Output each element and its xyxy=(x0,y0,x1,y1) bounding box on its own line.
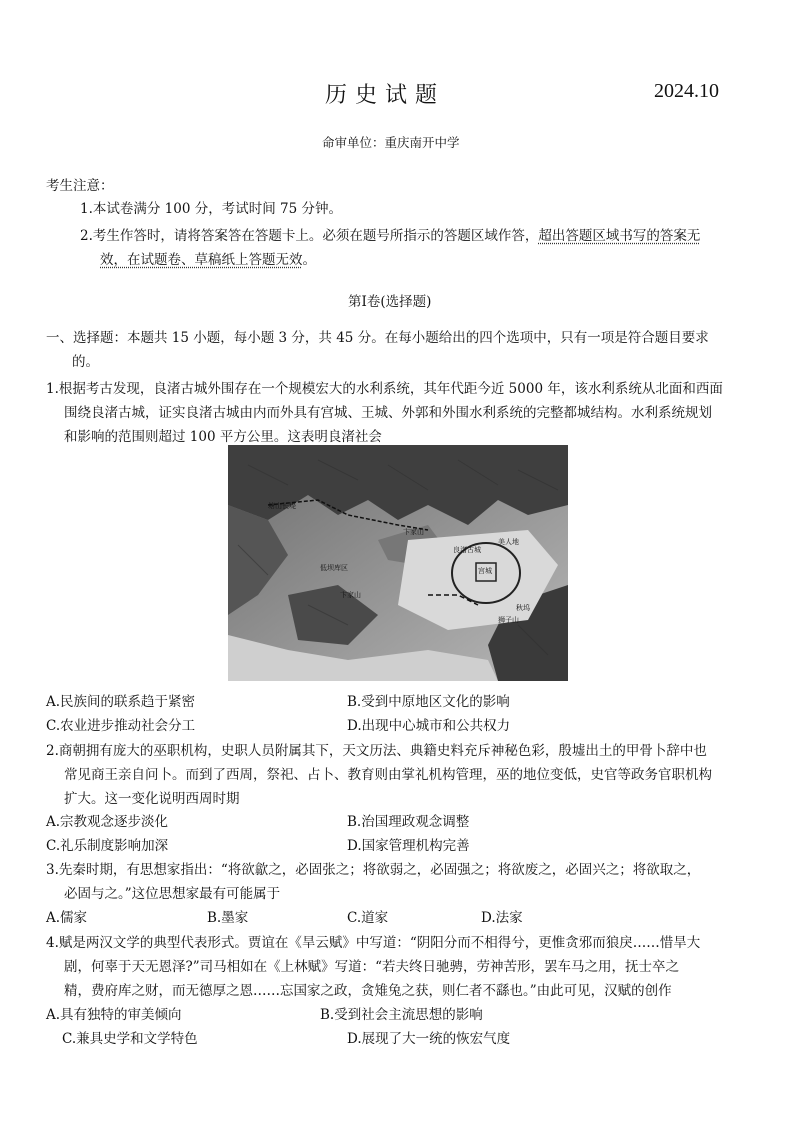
q2-option-a: A.宗教观念逐步淡化 xyxy=(46,814,169,830)
map-label-bianjiashan-2: 卞家山 xyxy=(403,528,424,536)
q4-option-d: D.展现了大一统的恢宏气度 xyxy=(347,1031,511,1047)
map-label-tangshan: 塘山长堤 xyxy=(268,502,296,510)
q3-option-b: B.墨家 xyxy=(207,910,249,926)
map-label-shizishan: 狮子山 xyxy=(498,616,519,624)
notice-item-2-cont xyxy=(100,248,316,268)
q3-stem-line-1: 3.先秦时期，有思想家指出：“将欲歙之，必固张之；将欲弱之，必固强之；将欲废之，必固兴之；将欲取之， xyxy=(46,862,701,878)
q4-option-c: C.兼具史学和文学特色 xyxy=(62,1031,198,1047)
section-title: 第Ⅰ卷(选择题) xyxy=(348,294,432,310)
notice-heading: 考生注意： xyxy=(46,178,114,194)
notice-item-2-text: 2.考生作答时，请将答案答在答题卡上。必须在题号所指示的答题区域作答， xyxy=(80,228,539,244)
q3-stem-line-2: 必固与之。”这位思想家最有可能属于 xyxy=(64,886,281,902)
author-unit: 命审单位：重庆南开中学 xyxy=(322,135,460,150)
page-title: 历史试题 xyxy=(325,83,446,108)
q1-option-a: A.民族间的联系趋于紧密 xyxy=(46,694,196,710)
exam-date: 2024.10 xyxy=(654,80,719,102)
q3-option-d: D.法家 xyxy=(481,910,523,926)
q1-stem-line-3: 和影响的范围则超过 100 平方公里。这表明良渚社会 xyxy=(64,429,382,445)
q1-option-c: C.农业进步推动社会分工 xyxy=(46,718,196,734)
q1-option-d: D.出现中心城市和公共权力 xyxy=(347,718,511,734)
q4-stem-line-2: 剧，何辜于天无恩泽?”司马相如在《上林赋》写道：“若夫终日驰骋，劳神苦形，罢车马之用，抚士卒之 xyxy=(64,959,680,975)
q2-option-b: B.治国理政观念调整 xyxy=(347,814,470,830)
q4-option-b: B.受到社会主流思想的影响 xyxy=(320,1007,483,1023)
q2-option-c: C.礼乐制度影响加深 xyxy=(46,838,169,854)
section-instruction: 一、选择题：本题共 15 小题，每小题 3 分，共 45 分。在每小题给出的四个选项中，只有一项是符合题目要求 xyxy=(46,330,709,346)
q2-stem-line-3: 扩大。这一变化说明西周时期 xyxy=(64,791,240,807)
map-label-meirendi: 美人地 xyxy=(498,538,519,546)
section-instruction-cont: 的。 xyxy=(72,354,99,370)
map-label-qiuwu: 秋坞 xyxy=(516,604,530,612)
q4-option-a: A.具有独特的审美倾向 xyxy=(46,1007,182,1023)
notice-item-2-end: 。 xyxy=(302,252,316,268)
notice-item-2-dotted-cont: 效，在试题卷、草稿纸上答题无效 xyxy=(100,252,303,268)
q2-stem-line-1: 2.商朝拥有庞大的巫职机构，史职人员附属其下，天文历法、典籍史料充斥神秘色彩，殷墟出土的甲骨卜辞中也 xyxy=(46,743,707,759)
notice-item-2-dotted: 超出答题区域书写的答案无 xyxy=(538,228,701,244)
q1-stem-line-1: 1.根据考古发现，良渚古城外围存在一个规模宏大的水利系统，其年代距今近 5000 年，该水利系统从北面和西面 xyxy=(46,381,723,397)
map-label-reservoir: 低坝库区 xyxy=(320,564,348,572)
q4-stem-line-1: 4.赋是两汉文学的典型代表形式。贾谊在《旱云赋》中写道：“阴阳分而不相得兮，更惟贪邪而狼戾……惜旱大 xyxy=(46,935,701,951)
map-label-bianjiashan: 卞家山 xyxy=(340,591,361,599)
q1-option-b: B.受到中原地区文化的影响 xyxy=(347,694,510,710)
map-label-palace: 宫城 xyxy=(478,567,492,575)
q2-option-d: D.国家管理机构完善 xyxy=(347,838,470,854)
q3-option-c: C.道家 xyxy=(347,910,389,926)
q4-stem-line-3: 精，费府库之财，而无德厚之恩……忘国家之政，贪雉兔之获，则仁者不繇也。”由此可见，汉赋的创作 xyxy=(64,983,672,999)
q2-stem-line-2: 常见商王亲自问卜。而到了西周，祭祀、占卜、教育则由掌礼机构管理，巫的地位变低，史官等政务官职机构 xyxy=(64,767,712,783)
notice-item-1: 1.本试卷满分 100 分，考试时间 75 分钟。 xyxy=(80,201,342,217)
map-label-city: 良渚古城 xyxy=(453,546,481,554)
q3-option-a: A.儒家 xyxy=(46,910,88,926)
liangzhu-map-image xyxy=(228,445,568,681)
q1-stem-line-2: 围绕良渚古城，证实良渚古城由内而外具有宫城、王城、外郭和外围水利系统的完整都城结构。水利系统规划 xyxy=(64,405,712,421)
notice-item-2 xyxy=(80,224,700,244)
